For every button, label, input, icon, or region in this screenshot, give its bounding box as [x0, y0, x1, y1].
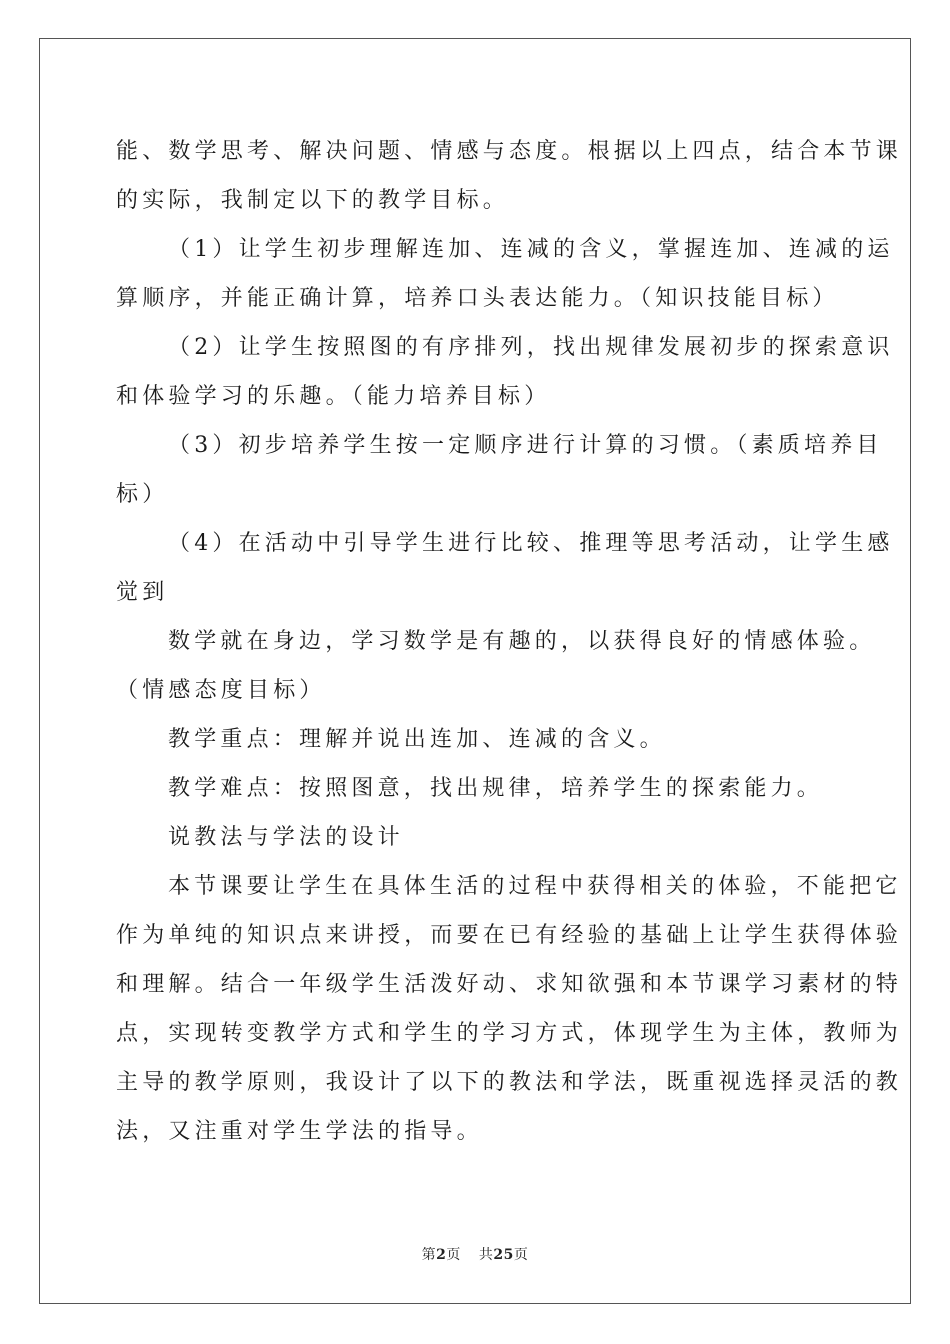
text-line: 点，实现转变教学方式和学生的学习方式，体现学生为主体，教师为 [116, 1021, 903, 1046]
paragraph-1 [116, 127, 903, 225]
text-line: （情感态度目标） [116, 678, 326, 703]
paragraph-emotion-goal [116, 617, 876, 715]
paragraph-difficulty [116, 764, 838, 813]
text-line: 本节课要让学生在具体生活的过程中获得相关的体验，不能把它 [168, 874, 902, 899]
paragraph-objective-2 [116, 323, 894, 421]
text-line: （1）让学生初步理解连加、连减的含义，掌握连加、连减的运 [168, 237, 894, 262]
text-line: 觉到 [116, 580, 169, 605]
paragraph-objective-3 [116, 421, 883, 519]
paragraph-objective-1 [116, 225, 894, 323]
paragraph-key-point [116, 715, 838, 764]
text-line: 标） [116, 482, 169, 507]
text-line: 法，又注重对学生学法的指导。 [116, 1119, 483, 1144]
page-suffix: 页 [446, 1247, 461, 1263]
page-footer [0, 1244, 950, 1264]
text-line: 和体验学习的乐趣。（能力培养目标） [116, 384, 551, 409]
text-line: 教学重点：理解并说出连加、连减的含义。 [168, 727, 666, 752]
paragraph-methods [116, 862, 903, 1156]
text-line: （4）在活动中引导学生进行比较、推理等思考活动，让学生感 [168, 531, 894, 556]
paragraph-objective-4 [116, 519, 894, 617]
text-line: 主导的教学原则，我设计了以下的教法和学法，既重视选择灵活的教 [116, 1070, 903, 1095]
text-line: 数学就在身边，学习数学是有趣的，以获得良好的情感体验。 [168, 629, 876, 654]
total-prefix: 共 [478, 1247, 494, 1263]
text-line: 算顺序，并能正确计算，培养口头表达能力。（知识技能目标） [116, 286, 839, 311]
text-line: 教学难点：按照图意，找出规律，培养学生的探索能力。 [168, 776, 824, 801]
document-body [116, 127, 903, 1156]
text-line: 作为单纯的知识点来讲授，而要在已有经验的基础上让学生获得体验 [116, 923, 903, 948]
text-line: 的实际，我制定以下的教学目标。 [116, 188, 510, 213]
text-line: 能、数学思考、解决问题、情感与态度。根据以上四点，结合本节课 [116, 139, 903, 164]
text-line: 和理解。结合一年级学生活泼好动、求知欲强和本节课学习素材的特 [116, 972, 903, 997]
page-number: 2 [436, 1247, 447, 1263]
text-line: 说教法与学法的设计 [168, 825, 404, 850]
section-heading-methods [116, 813, 838, 862]
page-prefix: 第 [421, 1247, 437, 1263]
text-line: （3）初步培养学生按一定顺序进行计算的习惯。（素质培养目 [168, 433, 883, 458]
text-line: （2）让学生按照图的有序排列，找出规律发展初步的探索意识 [168, 335, 894, 360]
total-pages: 25 [493, 1247, 514, 1263]
total-suffix: 页 [513, 1247, 529, 1263]
